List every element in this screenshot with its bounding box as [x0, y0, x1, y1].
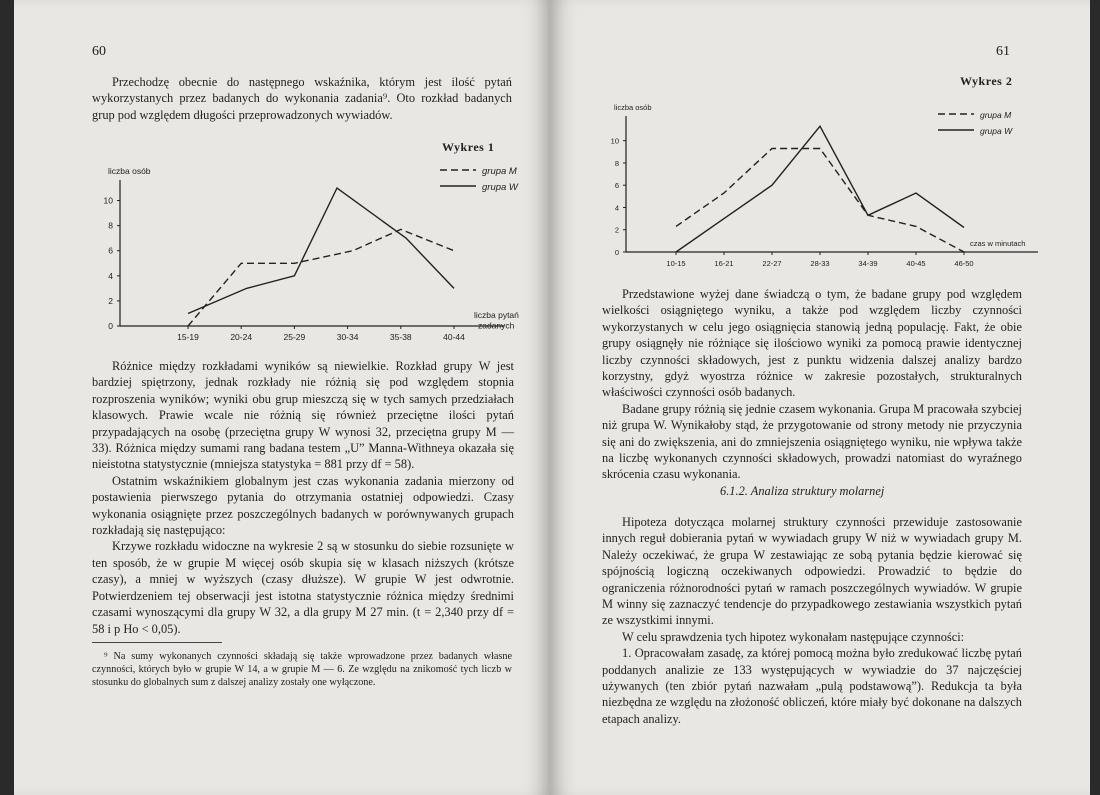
- x-axis-label: czas w minutach: [970, 239, 1026, 248]
- x-tick-label: 10-15: [666, 259, 686, 268]
- y-axis-label: liczba osób: [614, 103, 652, 112]
- legend-label: grupa M: [482, 166, 517, 177]
- x-tick-label: 15-19: [177, 332, 199, 342]
- y-tick-label: 10: [103, 195, 113, 206]
- page-number: 60: [92, 44, 106, 59]
- legend-label: grupa M: [980, 110, 1012, 120]
- figure-title: Wykres 1: [442, 140, 495, 154]
- body-text: [92, 358, 514, 637]
- y-tick-label: 2: [614, 225, 619, 235]
- y-axis-label: liczba osób: [108, 166, 151, 176]
- paragraph: Badane grupy różnią się jednie czasem wykonania. Grupa M pracowała szybciej niż grupa W. Wynikałoby stąd, że przygotowanie od strony metody nie przyczynia się ani do zwiększenia, ani do zmniejszenia osiągniętego wyniku, nie wpływa także na liczbę wykonanych czynności składowych, prowadzi natomiast do wyraźnego skrócenia czasu wykonania.: [602, 401, 1022, 482]
- list-item: 1. Opracowałam zasadę, za której pomocą można było zredukować liczbę pytań poddanych analizie ze 133 występujących w wywiadzie do 37 najczęściej używanych (ten zbiór pytań nazwałam „pulą podstawową”). Redukcja ta była niezbędna ze względu na złożoność obliczeń, które miały być dokonane na dalszych etapach analizy.: [602, 646, 1022, 726]
- right-page: [550, 0, 1090, 795]
- y-tick-label: 0: [108, 321, 113, 331]
- x-tick-label: 46-50: [954, 259, 974, 268]
- paragraph: Hipoteza dotycząca molarnej struktury czynności przewiduje zastosowanie innych reguł dobierania pytań w wywiadach grupy W niż w wywiadach grupy M. Należy oczekiwać, że grupa W zestawiając ze sobą pytania będzie kierować się spójnością logiczną oczekiwanych odpowiedzi. Prowadzić to będzie do ograniczenia różnorodności pytań w ramach poszczególnych wywiadów. W grupie M winny się zaznaczyć tendencje do przypadkowego zestawiania wszystkich pytań ze wszystkimi innymi.: [602, 515, 1022, 628]
- y-tick-label: 6: [614, 181, 619, 191]
- figure-title: Wykres 2: [960, 74, 1013, 88]
- paragraph: Różnice między rozkładami wyników są niewielkie. Rozkład grupy W jest bardziej spiętrzony, jednak rozkłady nie różnią się pod względem stopnia rozproszenia wyników; wyniki obu grup mieszczą się w tych samych przedziałach klasowych. Prawie wcale nie różnią się również przeciętne ilości pytań przypadających na osobę (przeciętna grupy W wynosi 32, przeciętna grupy M — 33). Różnica między sumami rang badana testem „U” Manna-Withneya okazała się nieistotna statystycznie (mniejsza statystyka = 881 przy df = 58).: [92, 359, 514, 472]
- chart-wykres-1: [84, 150, 524, 350]
- y-tick-label: 10: [610, 136, 619, 146]
- paragraph: W celu sprawdzenia tych hipotez wykonałam następujące czynności:: [622, 629, 965, 644]
- page-number: 61: [996, 44, 1010, 59]
- y-tick-label: 4: [108, 270, 113, 281]
- x-tick-label: 40-45: [906, 259, 926, 268]
- x-axis-label: liczba pytań zadanych: [474, 310, 519, 331]
- x-tick-label: 25-29: [283, 332, 306, 342]
- x-tick-label: 30-34: [336, 332, 359, 342]
- paragraph: Przedstawione wyżej dane świadczą o tym, że badane grupy pod względem wielkości osiągniętego wyniku, a także pod względem liczby czynności wykorzystanych w celu jego osiągnięcia stanowią jedną populację. Fakt, że obie grupy osiągnęły nie różniące się ilościowo wyniki za pomocą prawie identycznej liczby czynności składowych, jest z punktu widzenia dalszej analizy bardzo korzystny, gdyż wyostrza różnice w zakresie pozostałych, strukturalnych właściwości czynności osób badanych.: [602, 287, 1022, 400]
- x-tick-label: 40-44: [443, 332, 465, 342]
- chart-wykres-2: [590, 96, 1050, 276]
- series-line-grupa-w: [188, 188, 454, 314]
- series-line-grupa-m: [676, 149, 964, 253]
- y-tick-label: 4: [614, 203, 619, 213]
- section-heading: 6.1.2. Analiza struktury molarnej: [720, 484, 885, 498]
- y-tick-label: 2: [108, 295, 113, 306]
- y-tick-label: 8: [108, 220, 113, 231]
- y-tick-label: 8: [614, 158, 619, 168]
- y-tick-label: 0: [614, 248, 619, 257]
- x-tick-label: 34-39: [858, 259, 878, 268]
- body-text-2: [602, 514, 1022, 727]
- footnote: [92, 650, 512, 689]
- intro-paragraph: [92, 74, 512, 123]
- legend-label: grupa W: [482, 182, 518, 193]
- x-tick-label: 16-21: [714, 259, 734, 268]
- body-text: [602, 286, 1022, 483]
- y-tick-label: 6: [108, 245, 113, 256]
- left-page: [14, 0, 550, 795]
- legend-label: grupa W: [980, 126, 1013, 136]
- paragraph: Ostatnim wskaźnikiem globalnym jest czas wykonania zadania mierzony od postawienia pierwszego pytania do otrzymania ostatniej odpowiedzi. Czasy wykonania osiągnięte przez poszczególnych badanych w porównywanych grupach rozkładają się następująco:: [92, 473, 514, 538]
- intro-text: Przechodzę obecnie do następnego wskaźnika, którym jest ilość pytań wykorzystanych przez badanych do wykonania zadania⁹. Oto rozkład badanych grup pod względem długości przeprowadzonych wywiadów.: [92, 75, 512, 122]
- x-tick-label: 35-38: [389, 332, 412, 342]
- series-line-grupa-w: [676, 126, 964, 252]
- series-line-grupa-m: [188, 229, 454, 326]
- x-tick-label: 22-27: [762, 259, 782, 268]
- x-tick-label: 28-33: [810, 259, 830, 268]
- paragraph: Krzywe rozkładu widoczne na wykresie 2 są w stosunku do siebie rozsunięte w ten sposób, że w grupie M więcej osób skupia się w klasach niższych (krótsze czasy), a mniej w wyższych (czasy dłuższe). W grupie W jest odwrotnie. Potwierdzeniem tej obserwacji jest istotna statystycznie różnica między średnimi czasami wynoszącymi dla grupy W 32, a dla grupy M 27 min. (t = 2,340 przy df = 58 i p Ho < 0,05).: [92, 539, 514, 636]
- x-tick-label: 20-24: [230, 332, 253, 342]
- footnote-rule: [92, 642, 222, 643]
- footnote-text: ⁹ Na sumy wykonanych czynności składają się także wprowadzone przez badanych własne czynności, których było w grupie W 14, a w grupie M — 6. Ze względu na znikomość tych liczb w stosunku do globalnych sum z dalszej analizy zostały one wyłączone.: [92, 651, 512, 688]
